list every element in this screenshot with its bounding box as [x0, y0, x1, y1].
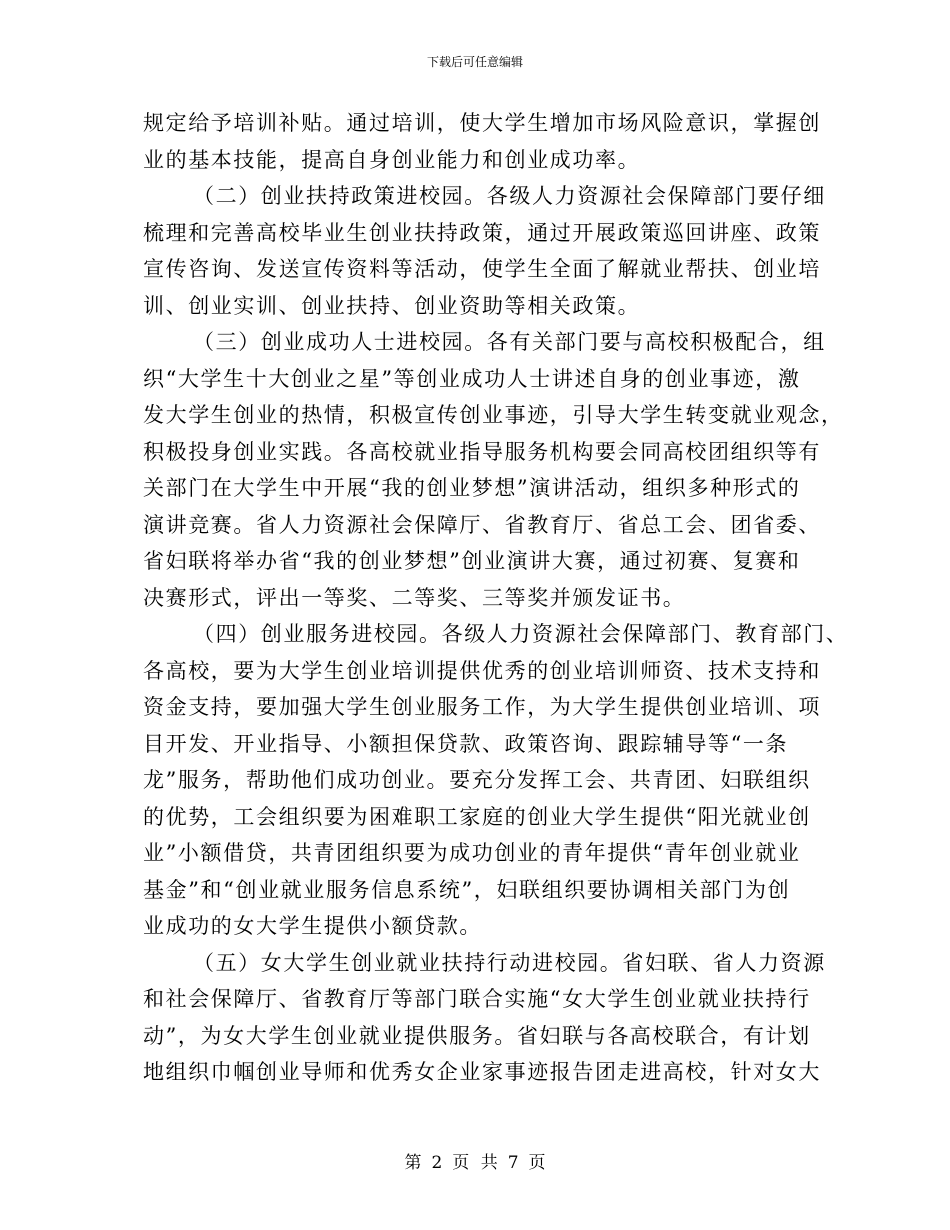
paragraph: [143, 324, 844, 616]
text-line: 和社会保障厅、省教育厅等部门联合实施“女大学生创业就业扶持行: [143, 987, 811, 1011]
text-line: 发大学生创业的热情，积极宣传创业事迹，引导大学生转变就业观念，: [143, 403, 844, 427]
footer-middle: 页 共: [452, 1153, 498, 1173]
text-line: 目开发、开业指导、小额担保贷款、政策咨询、跟踪辅导等“一条: [143, 731, 789, 756]
text-line: 基金”和“创业就业服务信息系统”，妇联组织要协调相关部门为创: [143, 877, 791, 902]
text-line: 梳理和完善高校毕业生创业扶持政策，通过开展政策巡回讲座、政策: [143, 220, 821, 245]
text-line: 各高校，要为大学生创业培训提供优秀的创业培训师资、技术支持和: [143, 658, 821, 683]
text-line: 规定给予培训补贴。通过培训，使大学生增加市场风险意识，掌握创: [143, 111, 821, 135]
text-line: 地组织巾帼创业导师和优秀女企业家事迹报告团走进高校，针对女大: [143, 1060, 821, 1084]
text-line: （五）女大学生创业就业扶持行动进校园。省妇联、省人力资源: [193, 950, 826, 975]
page-footer: [0, 1153, 950, 1173]
text-line: 省妇联将举办省“我的创业梦想”创业演讲大赛，通过初赛、复赛和: [143, 549, 801, 573]
text-line: 业”小额借贷，共青团组织要为成功创业的青年提供“青年创业就业: [143, 841, 801, 865]
text-line: 业成功的女大学生提供小额贷款。: [143, 914, 482, 938]
paragraph: [143, 105, 821, 178]
paragraph: [143, 178, 826, 324]
text-line: （四）创业服务进校园。各级人力资源社会保障部门、教育部门、: [193, 622, 849, 646]
text-line: 决赛形式，评出一等奖、二等奖、三等奖并颁发证书。: [143, 585, 686, 610]
text-line: 积极投身创业实践。各高校就业指导服务机构要会同高校团组织等有: [143, 439, 821, 464]
paragraph: [143, 616, 849, 945]
text-line: 龙”服务，帮助他们成功创业。要充分发挥工会、共青团、妇联组织: [143, 768, 811, 792]
text-line: 宣传咨询、发送宣传资料等活动，使学生全面了解就业帮扶、创业培: [143, 257, 821, 281]
text-line: 资金支持，要加强大学生创业服务工作，为大学生提供创业培训、项: [143, 695, 821, 719]
footer-suffix: 页: [528, 1153, 546, 1173]
total-pages: 7: [507, 1153, 519, 1173]
document-body: [143, 105, 849, 1091]
text-line: 织“大学生十大创业之星”等创业成功人士讲述自身的创业事迹，激: [143, 366, 801, 391]
text-line: 训、创业实训、创业扶持、创业资助等相关政策。: [143, 293, 641, 318]
text-line: 动”，为女大学生创业就业提供服务。省妇联与各高校联合，有计划: [143, 1023, 811, 1048]
text-line: （二）创业扶持政策进校园。各级人力资源社会保障部门要仔细: [193, 184, 826, 208]
text-line: 演讲竞赛。省人力资源社会保障厅、省教育厅、省总工会、团省委、: [143, 512, 821, 537]
text-line: 关部门在大学生中开展“我的创业梦想”演讲活动，组织多种形式的: [143, 476, 801, 500]
text-line: （三）创业成功人士进校园。各有关部门要与高校积极配合，组: [193, 330, 826, 354]
paragraph: [143, 945, 826, 1091]
page-number: 2: [431, 1153, 443, 1173]
text-line: 业的基本技能，提高自身创业能力和创业成功率。: [143, 147, 641, 172]
header-note: 下载后可任意编辑: [426, 55, 523, 69]
page-header: [0, 55, 950, 69]
footer-prefix: 第: [404, 1153, 422, 1173]
text-line: 的优势，工会组织要为困难职工家庭的创业大学生提供“阳光就业创: [143, 804, 811, 829]
